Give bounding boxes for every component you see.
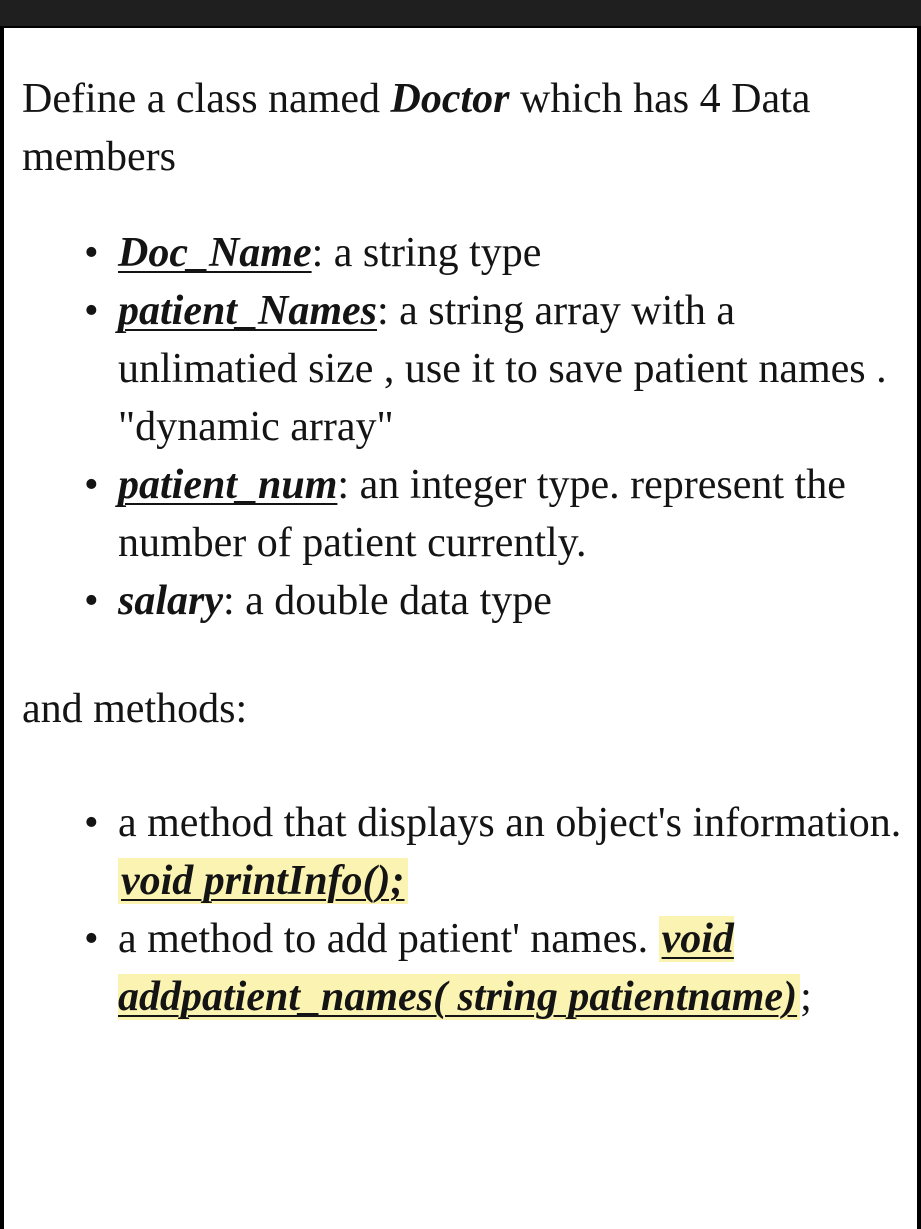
member-description: : an integer type. represent the number of patient currently.	[118, 462, 846, 566]
method-signature: void printInfo();	[118, 858, 408, 904]
bullet-icon: •	[84, 462, 99, 508]
bullet-icon: •	[84, 916, 99, 962]
intro-suffix: which has 4 Data members	[22, 76, 811, 180]
list-item	[22, 282, 902, 456]
member-name: patient_num	[118, 462, 338, 508]
methods-list	[22, 794, 902, 1026]
list-item	[22, 456, 902, 572]
method-description: a method to add patient' names.	[118, 916, 659, 962]
data-members-list	[22, 224, 902, 630]
bullet-icon: •	[84, 288, 99, 334]
member-description: : a string array with a unlimatied size , use it to save patient names . "dynamic array"	[118, 288, 887, 450]
document-content	[22, 70, 902, 1026]
intro-prefix: Define a class named	[22, 76, 391, 122]
member-description: : a string type	[311, 230, 542, 276]
document-page	[4, 28, 917, 1229]
bullet-icon: •	[84, 800, 99, 846]
member-description: : a double data type	[223, 578, 552, 624]
list-item	[22, 224, 902, 282]
bullet-icon: •	[84, 578, 99, 624]
list-item	[22, 910, 902, 1026]
method-signature: void addpatient_names( string patientname)	[118, 916, 800, 1020]
list-item	[22, 794, 902, 910]
method-tail: ;	[800, 974, 812, 1020]
top-bar	[0, 0, 921, 26]
member-name: patient_Names	[118, 288, 377, 334]
class-name: Doctor	[390, 76, 510, 122]
method-description: a method that displays an object's information.	[118, 800, 902, 846]
bullet-icon: •	[84, 230, 99, 276]
methods-heading: and methods:	[22, 686, 248, 732]
intro-paragraph	[22, 70, 902, 186]
member-name: Doc_Name	[118, 230, 312, 276]
member-name: salary	[118, 578, 223, 624]
list-item	[22, 572, 902, 630]
